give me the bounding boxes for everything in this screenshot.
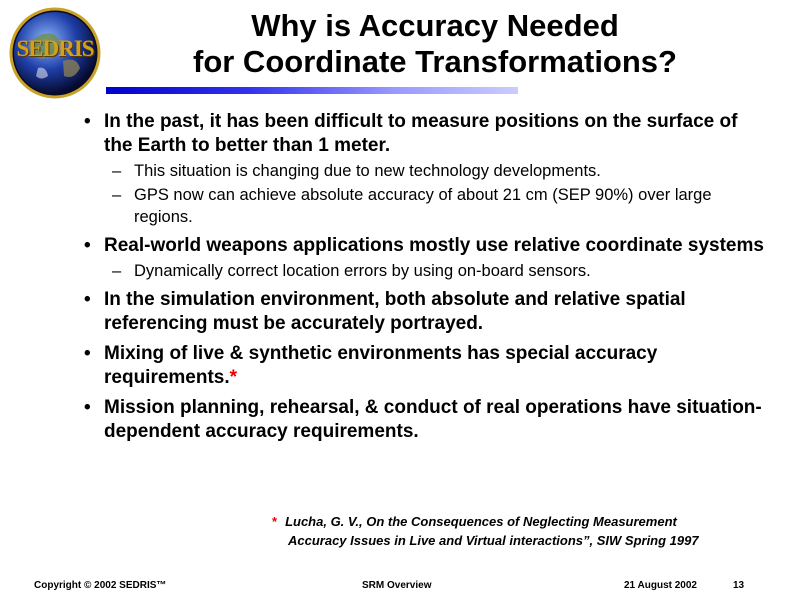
bullet-item: • Mission planning, rehearsal, & conduct of real operations have situation-dependent accuracy requirements. bbox=[104, 396, 764, 444]
bullet-item bbox=[104, 342, 764, 390]
bullet-list bbox=[0, 110, 800, 444]
footer-date: 21 August 2002 bbox=[624, 580, 697, 591]
bullet-item: • Real-world weapons applications mostly use relative coordinate systems bbox=[104, 234, 764, 258]
footnote-star: * bbox=[272, 514, 278, 529]
title-underline bbox=[106, 87, 518, 94]
sub-bullet-item: – Dynamically correct location errors by using on-board sensors. bbox=[134, 260, 754, 282]
footnote-line-2: Accuracy Issues in Live and Virtual interactions”, SIW Spring 1997 bbox=[288, 533, 699, 548]
footer-copyright: Copyright © 2002 SEDRIS™ bbox=[34, 580, 167, 591]
footnote-line-1 bbox=[272, 512, 792, 531]
title-line-1: Why is Accuracy Needed bbox=[251, 8, 619, 43]
footer-page-number: 13 bbox=[733, 580, 745, 591]
title-line-2: for Coordinate Transformations? bbox=[193, 44, 677, 79]
logo-text: SEDRIS bbox=[16, 36, 94, 61]
bullet-item: • In the simulation environment, both absolute and relative spatial referencing must be accurately portrayed. bbox=[104, 288, 764, 336]
sub-bullet-item: – This situation is changing due to new technology developments. bbox=[134, 160, 754, 182]
footer-presentation-title: SRM Overview bbox=[362, 580, 432, 591]
footnote bbox=[272, 512, 792, 550]
footnote-marker: * bbox=[229, 367, 238, 388]
sub-bullet-item: – GPS now can achieve absolute accuracy of about 21 cm (SEP 90%) over large regions. bbox=[134, 184, 754, 228]
bullet-text: Mixing of live & synthetic environments has special accuracy requirements. bbox=[104, 343, 658, 388]
sedris-logo bbox=[8, 6, 102, 100]
footnote-text-1: Lucha, G. V., On the Consequences of Neglecting Measurement bbox=[285, 514, 677, 529]
bullet-item: • In the past, it has been difficult to measure positions on the surface of the Earth to better than 1 meter. bbox=[104, 110, 764, 158]
slide-title bbox=[120, 8, 750, 80]
